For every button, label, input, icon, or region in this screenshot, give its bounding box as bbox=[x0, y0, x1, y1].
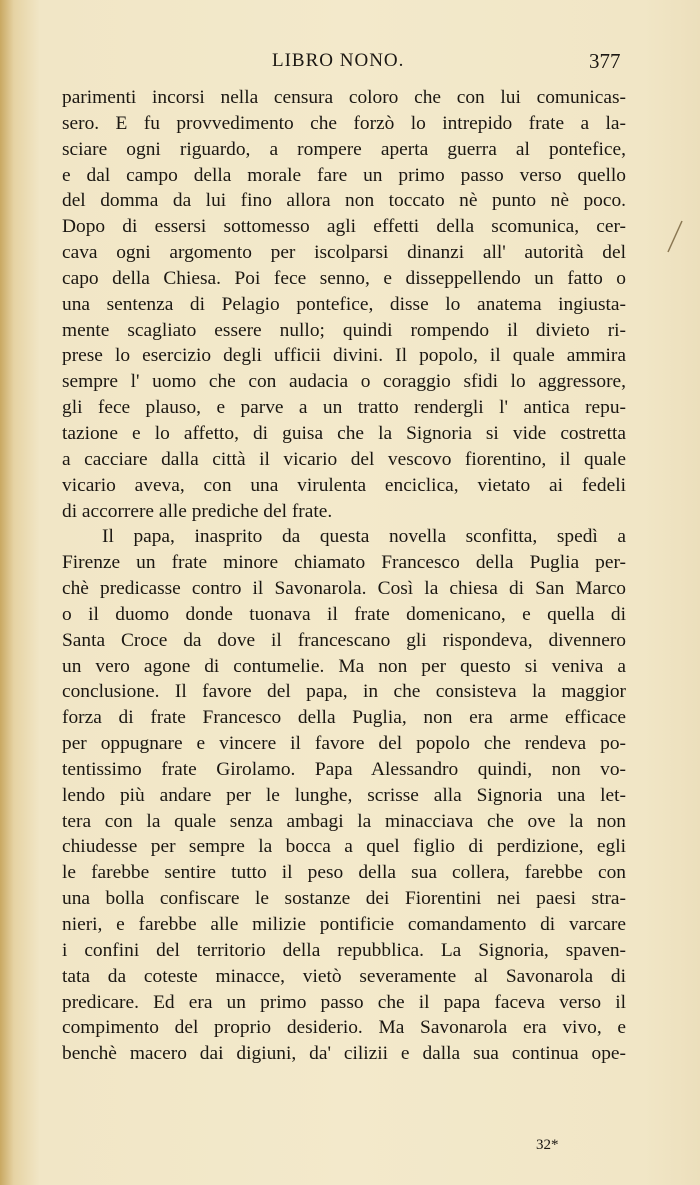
text-line: Dopo di essersi sottomesso agli effetti della scomunica, cer- bbox=[62, 216, 626, 238]
text-line: prese lo esercizio degli ufficii divini. Il popolo, il quale ammira bbox=[62, 345, 626, 367]
text-line: chiudesse per sempre la bocca a quel figlio di perdizione, egli bbox=[62, 836, 626, 858]
body-text bbox=[62, 85, 626, 1067]
text-line: parimenti incorsi nella censura coloro che con lui comunicas- bbox=[62, 87, 626, 108]
text-line: tata da coteste minacce, vietò severamente al Savonarola di bbox=[62, 965, 626, 987]
text-line: le farebbe sentire tutto il peso della sua collera, farebbe con bbox=[62, 862, 626, 884]
text-line: chè predicasse contro il Savonarola. Così la chiesa di San Marco bbox=[62, 578, 626, 600]
text-line: e dal campo della morale fare un primo passo verso quello bbox=[62, 164, 626, 186]
text-line: lendo più andare per le lunghe, scrisse alla Signoria una let- bbox=[62, 784, 626, 806]
signature-mark: 32* bbox=[536, 1137, 559, 1153]
text-line: per oppugnare e vincere il favore del popolo che rendeva po- bbox=[62, 733, 626, 755]
text-line: gli fece plauso, e parve a un tratto rendergli l' antica repu- bbox=[62, 397, 626, 419]
text-line: una sentenza di Pelagio pontefice, disse lo anatema ingiusta- bbox=[62, 293, 626, 315]
text-line: capo della Chiesa. Poi fece senno, e disseppellendo un fatto o bbox=[62, 267, 626, 289]
text-line: un vero agone di contumelie. Ma non per questo si veniva a bbox=[62, 655, 626, 677]
text-line: sciare ogni riguardo, a rompere aperta guerra al pontefice, bbox=[62, 138, 626, 160]
text-line: tazione e lo affetto, di guisa che la Signoria si vide costretta bbox=[62, 422, 626, 444]
text-line: i confini del territorio della repubblica. La Signoria, spaven- bbox=[62, 939, 626, 961]
text-line: di accorrere alle prediche del frate. bbox=[62, 500, 333, 522]
text-line: tentissimo frate Girolamo. Papa Alessandro quindi, non vo- bbox=[62, 758, 626, 780]
text-line: cava ogni argomento per iscolparsi dinanzi all' autorità del bbox=[62, 242, 626, 264]
margin-mark bbox=[660, 218, 690, 258]
text-line: sempre l' uomo che con audacia o coraggio sfidi lo aggressore, bbox=[62, 371, 626, 393]
text-line: nieri, e farebbe alle milizie pontificie comandamento di varcare bbox=[62, 914, 626, 935]
text-line: mente scagliato essere nullo; quindi rompendo il divieto ri- bbox=[62, 319, 626, 341]
text-line: Firenze un frate minore chiamato Francesco della Puglia per- bbox=[62, 552, 626, 574]
text-line: predicare. Ed era un primo passo che il papa faceva verso il bbox=[62, 991, 626, 1013]
text-line: vicario aveva, con una virulenta enciclica, vietato ai fedeli bbox=[62, 474, 626, 496]
text-line: Il papa, inasprito da questa novella sconfitta, spedì a bbox=[102, 526, 626, 548]
running-head: LIBRO NONO. bbox=[272, 50, 405, 71]
text-line: a cacciare dalla città il vicario del vescovo fiorentino, il quale bbox=[62, 448, 626, 470]
text-line: forza di frate Francesco della Puglia, non era arme efficace bbox=[62, 707, 626, 729]
text-line: sero. E fu provvedimento che forzò lo intrepido frate a la- bbox=[62, 112, 626, 134]
text-line: del domma da lui fino allora non toccato nè punto nè poco. bbox=[62, 190, 626, 212]
page-number: 377 bbox=[589, 49, 621, 73]
text-line: conclusione. Il favore del papa, in che consisteva la maggior bbox=[62, 681, 626, 703]
text-line: benchè macero dai digiuni, da' cilizii e dalla sua continua ope- bbox=[62, 1043, 626, 1065]
text-line: una bolla confiscare le sostanze dei Fiorentini nei paesi stra- bbox=[62, 888, 626, 910]
text-line: compimento del proprio desiderio. Ma Savonarola era vivo, e bbox=[62, 1017, 626, 1039]
text-line: o il duomo donde tuonava il frate domenicano, e quella di bbox=[62, 603, 626, 625]
text-line: tera con la quale senza ambagi la minacciava che ove la non bbox=[62, 810, 626, 832]
text-line: Santa Croce da dove il francescano gli rispondeva, divennero bbox=[62, 629, 626, 651]
page-header bbox=[0, 48, 700, 74]
